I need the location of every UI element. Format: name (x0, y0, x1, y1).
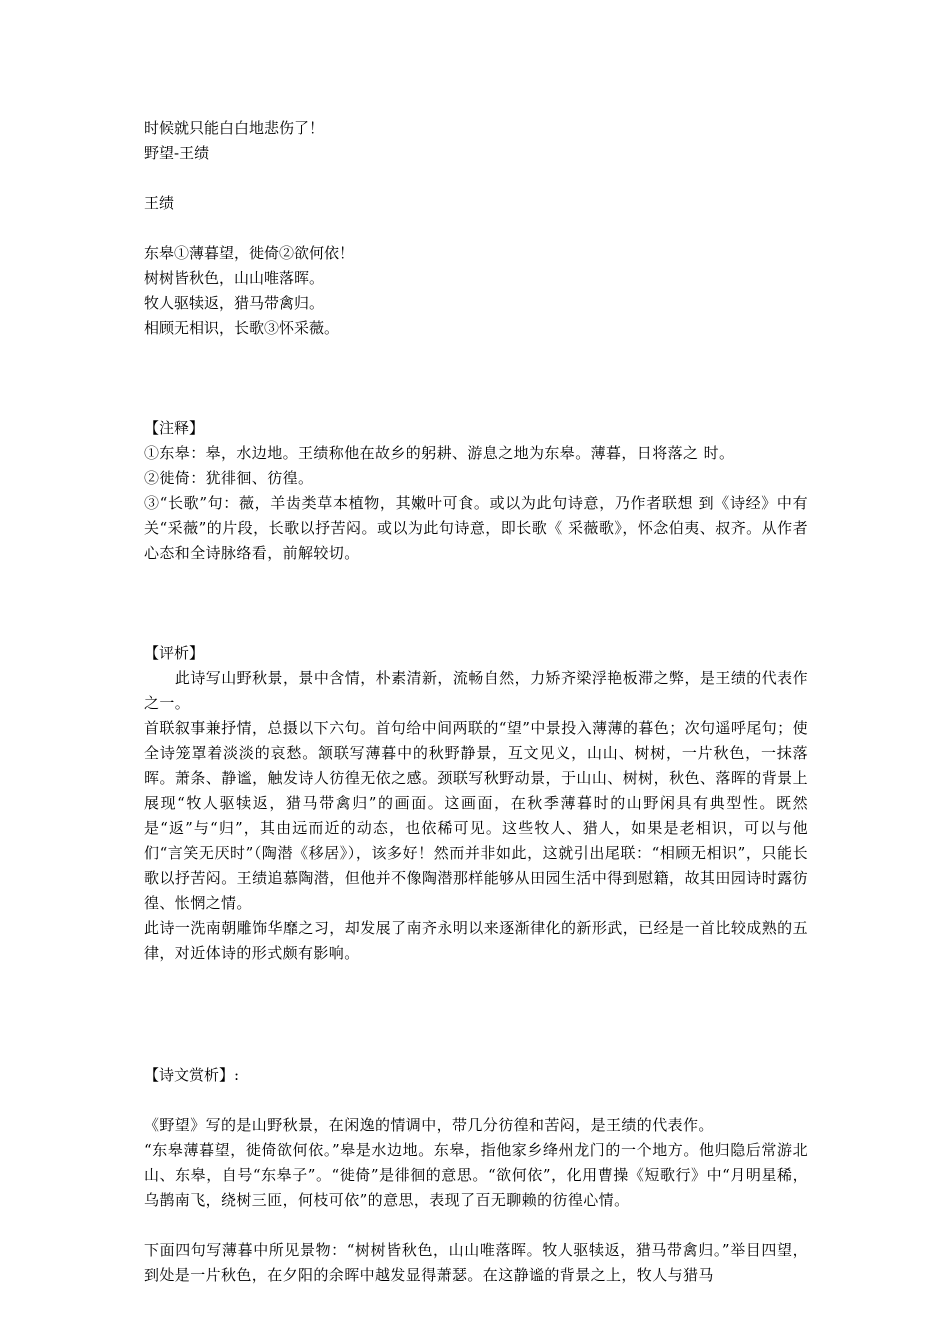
note-item: ③“长歌”句：薇，羊齿类草本植物，其嫩叶可食。或以为此句诗意，乃作者联想 到《诗经》中有关“采薇”的片段，长歌以抒苦闷。或以为此句诗意，即长歌《 采薇歌》，怀念伯夷、叔齐。从作者心态和全诗脉络看，前解较切。 (144, 494, 808, 562)
text-line: 时候就只能白白地悲伤了！ (144, 119, 325, 137)
poem-line: 牧人驱犊返，猎马带禽归。 (144, 294, 325, 312)
poem-block (144, 241, 808, 341)
note-item: ①东皋：皋，水边地。王绩称他在故乡的躬耕、游息之地为东皋。薄暮，日将落之 时。 (144, 444, 735, 462)
notes-section (144, 416, 808, 566)
poem-line: 东皋①薄暮望，徙倚②欲何依！ (144, 244, 355, 262)
poem-line: 树树皆秋色，山山唯落晖。 (144, 269, 325, 287)
spacer (144, 1088, 808, 1113)
appreciation-section (144, 1063, 808, 1288)
spacer (144, 216, 808, 241)
poem-line: 相顾无相识，长歌③怀采薇。 (144, 319, 340, 337)
appreciation-paragraph: 《野望》写的是山野秋景，在闲逸的情调中，带几分彷徨和苦闷，是王绩的代表作。 (144, 1116, 714, 1134)
appreciation-paragraph: “东皋薄暮望，徙倚欲何依。”皋是水边地。东皋，指他家乡绛州龙门的一个地方。他归隐后常游北山、东皋，自号“东皋子”。“徙倚”是徘徊的意思。“欲何依”，化用曹操《短歌行》中“月明星稀，乌鹊南飞，绕树三匝，何枝可依”的意思，表现了百无聊赖的彷徨心情。 (144, 1141, 808, 1209)
analysis-section (144, 641, 808, 966)
spacer (144, 966, 808, 1041)
spacer (144, 1213, 808, 1238)
document-body (144, 116, 808, 1288)
spacer (144, 566, 808, 641)
spacer (144, 1041, 808, 1063)
analysis-heading: 【评析】 (144, 644, 205, 662)
spacer (144, 341, 808, 416)
analysis-paragraph: 此诗写山野秋景，景中含情，朴素清新，流畅自然，力矫齐梁浮艳板滞之弊，是王绩的代表作之一。 (144, 669, 808, 712)
author-line: 王绩 (144, 194, 175, 212)
section-title: 野望-王绩 (144, 144, 210, 162)
note-item: ②徙倚：犹徘徊、彷徨。 (144, 469, 314, 487)
appreciation-heading: 【诗文赏析】: (144, 1066, 240, 1084)
appreciation-paragraph: 下面四句写薄暮中所见景物：“树树皆秋色，山山唯落晖。牧人驱犊返，猎马带禽归。”举目四望，到处是一片秋色，在夕阳的余晖中越发显得萧瑟。在这静谧的背景之上，牧人与猎马 (144, 1241, 808, 1284)
spacer (144, 166, 808, 191)
analysis-paragraph: 此诗一洗南朝雕饰华靡之习，却发展了南齐永明以来逐渐律化的新形武，已经是一首比较成熟的五律，对近体诗的形式颇有影响。 (144, 919, 808, 962)
notes-heading: 【注释】 (144, 419, 205, 437)
analysis-paragraph: 首联叙事兼抒情，总摄以下六句。首句给中间两联的“望”中景投入薄薄的暮色；次句遥呼尾句；使全诗笼罩着淡淡的哀愁。颔联写薄暮中的秋野静景，互文见义，山山、树树，一片秋色，一抹落晖。萧条、静谧，触发诗人彷徨无依之感。颈联写秋野动景，于山山、树树，秋色、落晖的背景上展现“牧人驱犊返，猎马带禽归”的画面。这画面，在秋季薄暮时的山野闲具有典型性。既然是“返”与“归”，其由远而近的动态，也依稀可见。这些牧人、猎人，如果是老相识，可以与他们“言笑无厌时”（陶潜《移居》），该多好！然而并非如此，这就引出尾联：“相顾无相识”，只能长歌以抒苦闷。王绩追慕陶潜，但他并不像陶潜那样能够从田园生活中得到慰籍，故其田园诗时露彷徨、怅惘之情。 (144, 719, 808, 912)
